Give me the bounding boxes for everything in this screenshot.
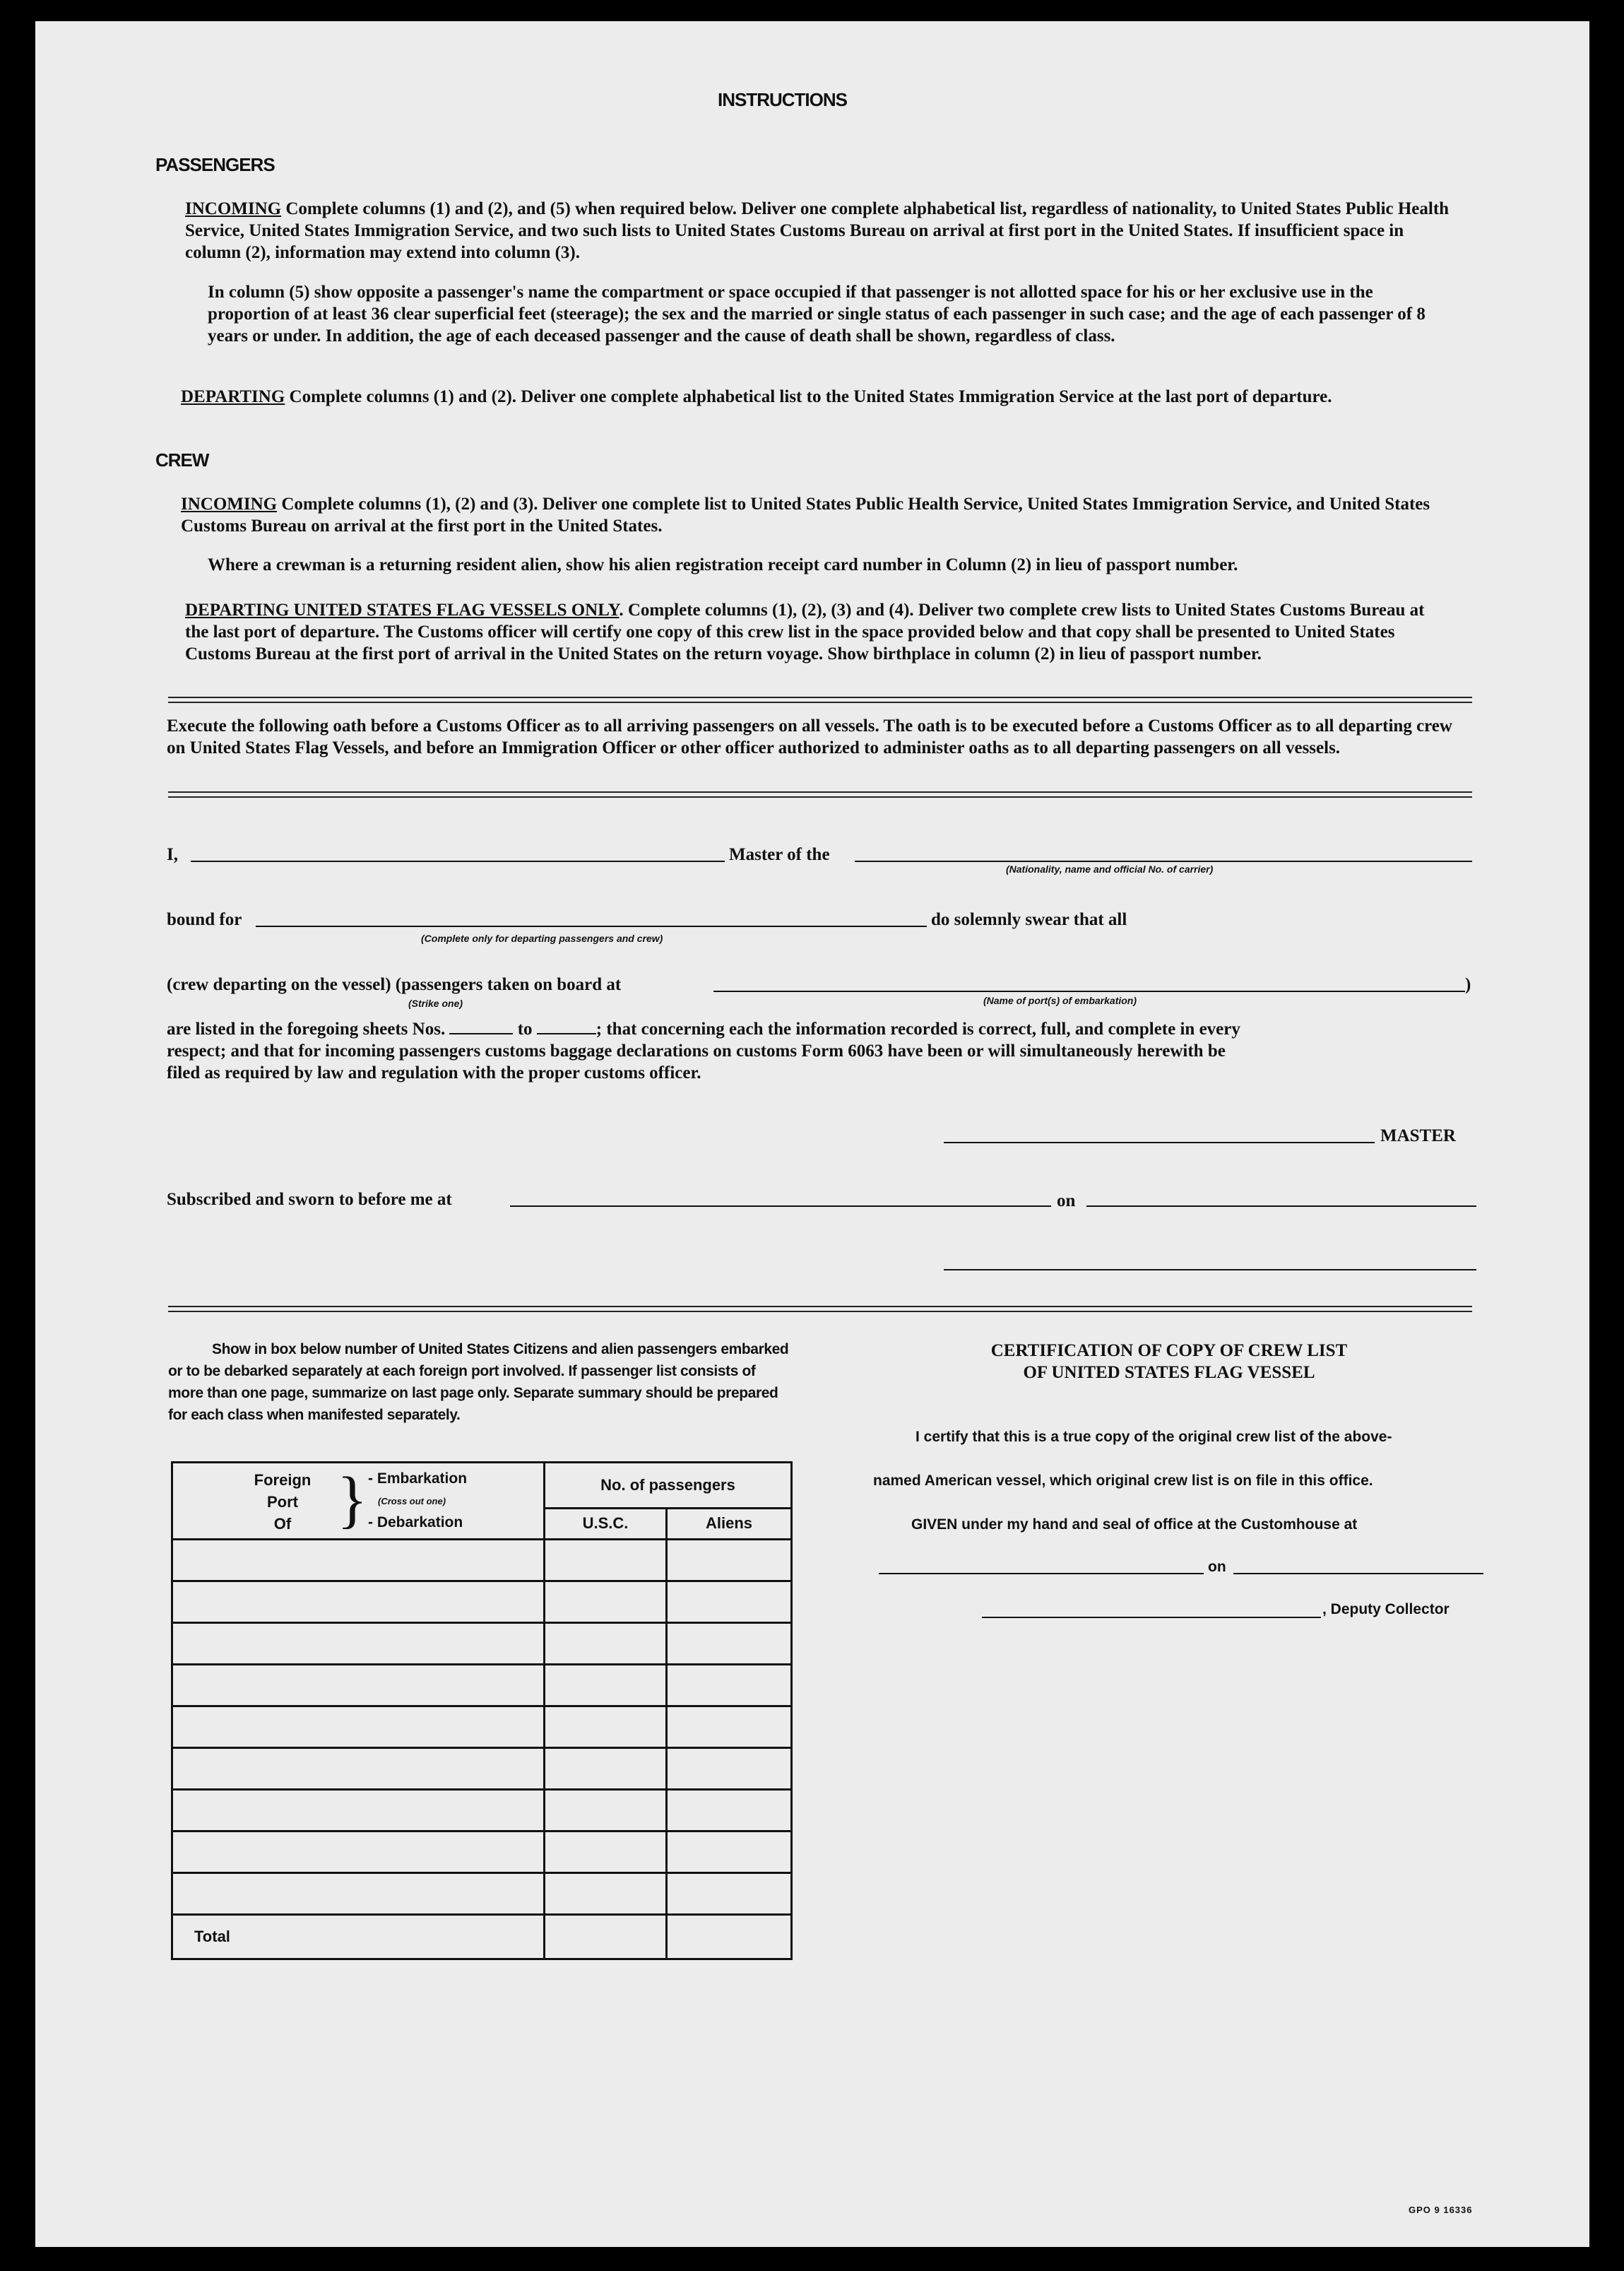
aliens-header: Aliens — [667, 1508, 792, 1539]
listed-d: filed as required by law and regulation with the proper customs officer. — [167, 1063, 701, 1083]
port-cell[interactable] — [172, 1540, 545, 1581]
close-paren: ) — [1465, 975, 1471, 994]
listed-a: are listed in the foregoing sheets Nos. — [167, 1020, 446, 1039]
usc-cell[interactable] — [545, 1623, 667, 1665]
oath-i-label: I, — [167, 845, 178, 864]
bound-caption: (Complete only for departing passengers and crew) — [421, 933, 663, 944]
embarkation-ports-field[interactable] — [713, 991, 1465, 992]
port-header-cell — [172, 1463, 545, 1540]
aliens-cell[interactable] — [667, 1540, 792, 1581]
no-passengers-header: No. of passengers — [545, 1463, 792, 1509]
listed-b: ; that concerning each the information recorded is correct, full, and complete in every — [595, 1020, 1240, 1039]
aliens-cell[interactable] — [667, 1623, 792, 1665]
swear-label: do solemnly swear that all — [931, 910, 1127, 929]
brace-icon: } — [337, 1465, 368, 1535]
certification-title-2: OF UNITED STATES FLAG VESSEL — [1023, 1363, 1315, 1382]
usc-cell[interactable] — [545, 1706, 667, 1748]
table-row — [172, 1665, 792, 1706]
deputy-signature-field[interactable] — [982, 1617, 1321, 1618]
divider — [168, 791, 1472, 798]
usc-cell[interactable] — [545, 1540, 667, 1581]
carrier-caption: (Nationality, name and official No. of carrier) — [1006, 863, 1214, 875]
bound-for-field[interactable] — [256, 926, 927, 927]
aliens-cell[interactable] — [667, 1665, 792, 1706]
crew-incoming — [181, 493, 1450, 537]
master-signature-field[interactable] — [944, 1142, 1375, 1143]
passenger-summary-table — [171, 1461, 793, 1960]
crew-resident-text: Where a crewman is a returning resident alien, show his alien registration receipt card number in Column (2) in lieu of passport number. — [208, 555, 1238, 574]
subscribed-date-field[interactable] — [1086, 1205, 1476, 1207]
embarkation-label: - Embarkation — [368, 1470, 468, 1487]
divider — [168, 1306, 1472, 1312]
crew-departing-label: DEPARTING UNITED STATES FLAG VESSELS ONLY — [185, 601, 620, 620]
table-row — [172, 1706, 792, 1748]
usc-total-cell[interactable] — [545, 1915, 667, 1959]
sheet-to-field[interactable] — [537, 1017, 596, 1034]
crew-departing — [185, 599, 1450, 665]
divider — [168, 697, 1472, 703]
page-title: INSTRUCTIONS — [718, 89, 847, 110]
port-cell[interactable] — [172, 1623, 545, 1665]
of-label: Of — [273, 1515, 292, 1533]
table-row-total — [172, 1915, 792, 1959]
passengers-column5-text: In column (5) show opposite a passenger's name the compartment or space occupied if that passenger is not allotted space for his or her exclusive use in the proportion of at least 36 clear superficial feet (steerage); the sex and the married or single status of each passenger in such case; and the age of each passenger of 8 years or under. In addition, the age of each deceased passenger and the cause of death shall be shown, regardless of class. — [208, 283, 1426, 346]
listed-to: to — [517, 1020, 533, 1039]
passengers-departing — [181, 386, 1450, 408]
name-field[interactable] — [191, 861, 725, 862]
passengers-heading: PASSENGERS — [155, 154, 275, 175]
port-cell[interactable] — [172, 1706, 545, 1748]
usc-header: U.S.C. — [545, 1508, 667, 1539]
table-row — [172, 1873, 792, 1915]
gpo-code: GPO 9 16336 — [1409, 2205, 1473, 2215]
aliens-cell[interactable] — [667, 1831, 792, 1873]
port-cell[interactable] — [172, 1581, 545, 1623]
crew-incoming-text: Complete columns (1), (2) and (3). Deliver one complete list to United States Public Health Service, United States Immigration Service, and United States Customs Bureau on arrival at the first port in the United States. — [181, 495, 1430, 536]
crew-heading: CREW — [155, 449, 209, 471]
certification-on-label: on — [1208, 1559, 1226, 1575]
total-label: Total — [172, 1915, 545, 1959]
port-cell[interactable] — [172, 1873, 545, 1915]
carrier-field[interactable] — [855, 861, 1472, 862]
certification-date-field[interactable] — [1233, 1573, 1483, 1574]
usc-cell[interactable] — [545, 1831, 667, 1873]
master-label: MASTER — [1380, 1126, 1456, 1145]
certification-title — [869, 1340, 1469, 1384]
customhouse-field[interactable] — [879, 1573, 1204, 1574]
subscribed-on-label: on — [1057, 1191, 1076, 1210]
debarkation-label: - Debarkation — [368, 1514, 463, 1530]
port-label: Port — [267, 1493, 298, 1511]
aliens-cell[interactable] — [667, 1790, 792, 1831]
oath-listed — [167, 1017, 1459, 1084]
port-cell[interactable] — [172, 1665, 545, 1706]
certification-line-1: I certify that this is a true copy of the original crew list of the above- — [915, 1429, 1392, 1445]
crew-incoming-label: INCOMING — [181, 495, 278, 514]
passengers-incoming-label: INCOMING — [185, 199, 282, 218]
passengers-incoming — [185, 198, 1450, 264]
cross-out-caption: (Cross out one) — [378, 1496, 446, 1506]
table-row — [172, 1623, 792, 1665]
bound-for-label: bound for — [167, 910, 242, 929]
aliens-cell[interactable] — [667, 1748, 792, 1790]
aliens-cell[interactable] — [667, 1873, 792, 1915]
crew-passengers-label: (crew departing on the vessel) (passengers taken on board at — [167, 975, 622, 994]
subscribed-place-field[interactable] — [510, 1205, 1051, 1207]
passengers-incoming-text: Complete columns (1) and (2), and (5) when required below. Deliver one complete alphabetical list, regardless of nationality, to United States Public Health Service, United States Immigration Service, and two such lists to United States Customs Bureau on arrival at first port in the United States. If insufficient space in column (2), information may extend into column (3). — [185, 199, 1450, 262]
usc-cell[interactable] — [545, 1748, 667, 1790]
ports-caption: (Name of port(s) of embarkation) — [983, 995, 1137, 1006]
aliens-cell[interactable] — [667, 1706, 792, 1748]
usc-cell[interactable] — [545, 1581, 667, 1623]
usc-cell[interactable] — [545, 1790, 667, 1831]
oath-intro: Execute the following oath before a Customs Officer as to all arriving passengers on all vessels. The oath is to be executed before a Customs Officer as to all departing crew on United States Flag Vessels, and before an Immigration Officer or other officer authorized to administer oaths as to all departing passengers on all vessels. — [167, 716, 1452, 757]
subscribed-label: Subscribed and sworn to before me at — [167, 1190, 452, 1209]
officer-signature-field[interactable] — [944, 1269, 1476, 1270]
passengers-departing-label: DEPARTING — [181, 387, 285, 406]
port-cell[interactable] — [172, 1790, 545, 1831]
certification-line-2: named American vessel, which original crew list is on file in this office. — [873, 1473, 1373, 1489]
usc-cell[interactable] — [545, 1873, 667, 1915]
summary-note: Show in box below number of United States Citizens and alien passengers embarked or to be debarked separately at each foreign port involved. If passenger list consists of more than one page, summarize on last page only. Separate summary should be prepared for each class when manifested separately. — [168, 1341, 789, 1423]
port-cell[interactable] — [172, 1831, 545, 1873]
sheet-from-field[interactable] — [449, 1017, 513, 1034]
port-cell[interactable] — [172, 1748, 545, 1790]
crew-departing-text: . Complete columns (1), (2), (3) and (4). Deliver two complete crew lists to United States Customs Bureau at the last port of departure. The Customs officer will certify one copy of this crew list in the space provided below and that copy shall be presented to United States Customs Bureau at the first port of arrival in the United States on the return voyage. Show birthplace in column (2) in lieu of passport number. — [185, 601, 1425, 663]
table-header-row — [172, 1463, 792, 1509]
table-row — [172, 1540, 792, 1581]
certification-line-3: GIVEN under my hand and seal of office at the Customhouse at — [911, 1516, 1358, 1533]
table-row — [172, 1831, 792, 1873]
foreign-label: Foreign — [254, 1471, 312, 1489]
table-row — [172, 1581, 792, 1623]
aliens-cell[interactable] — [667, 1581, 792, 1623]
usc-cell[interactable] — [545, 1665, 667, 1706]
passengers-departing-text: Complete columns (1) and (2). Deliver one complete alphabetical list to the United States Immigration Service at the last port of departure. — [289, 387, 1332, 406]
table-row — [172, 1790, 792, 1831]
listed-c: respect; and that for incoming passengers customs baggage declarations on customs Form 6063 have been or will simultaneously herewith be — [167, 1042, 1226, 1061]
master-of-label: Master of the — [729, 845, 830, 864]
table-row — [172, 1748, 792, 1790]
certification-title-1: CERTIFICATION OF COPY OF CREW LIST — [990, 1341, 1348, 1360]
deputy-collector-label: , Deputy Collector — [1322, 1601, 1450, 1617]
aliens-total-cell[interactable] — [667, 1915, 792, 1959]
strike-caption: (Strike one) — [408, 998, 463, 1009]
